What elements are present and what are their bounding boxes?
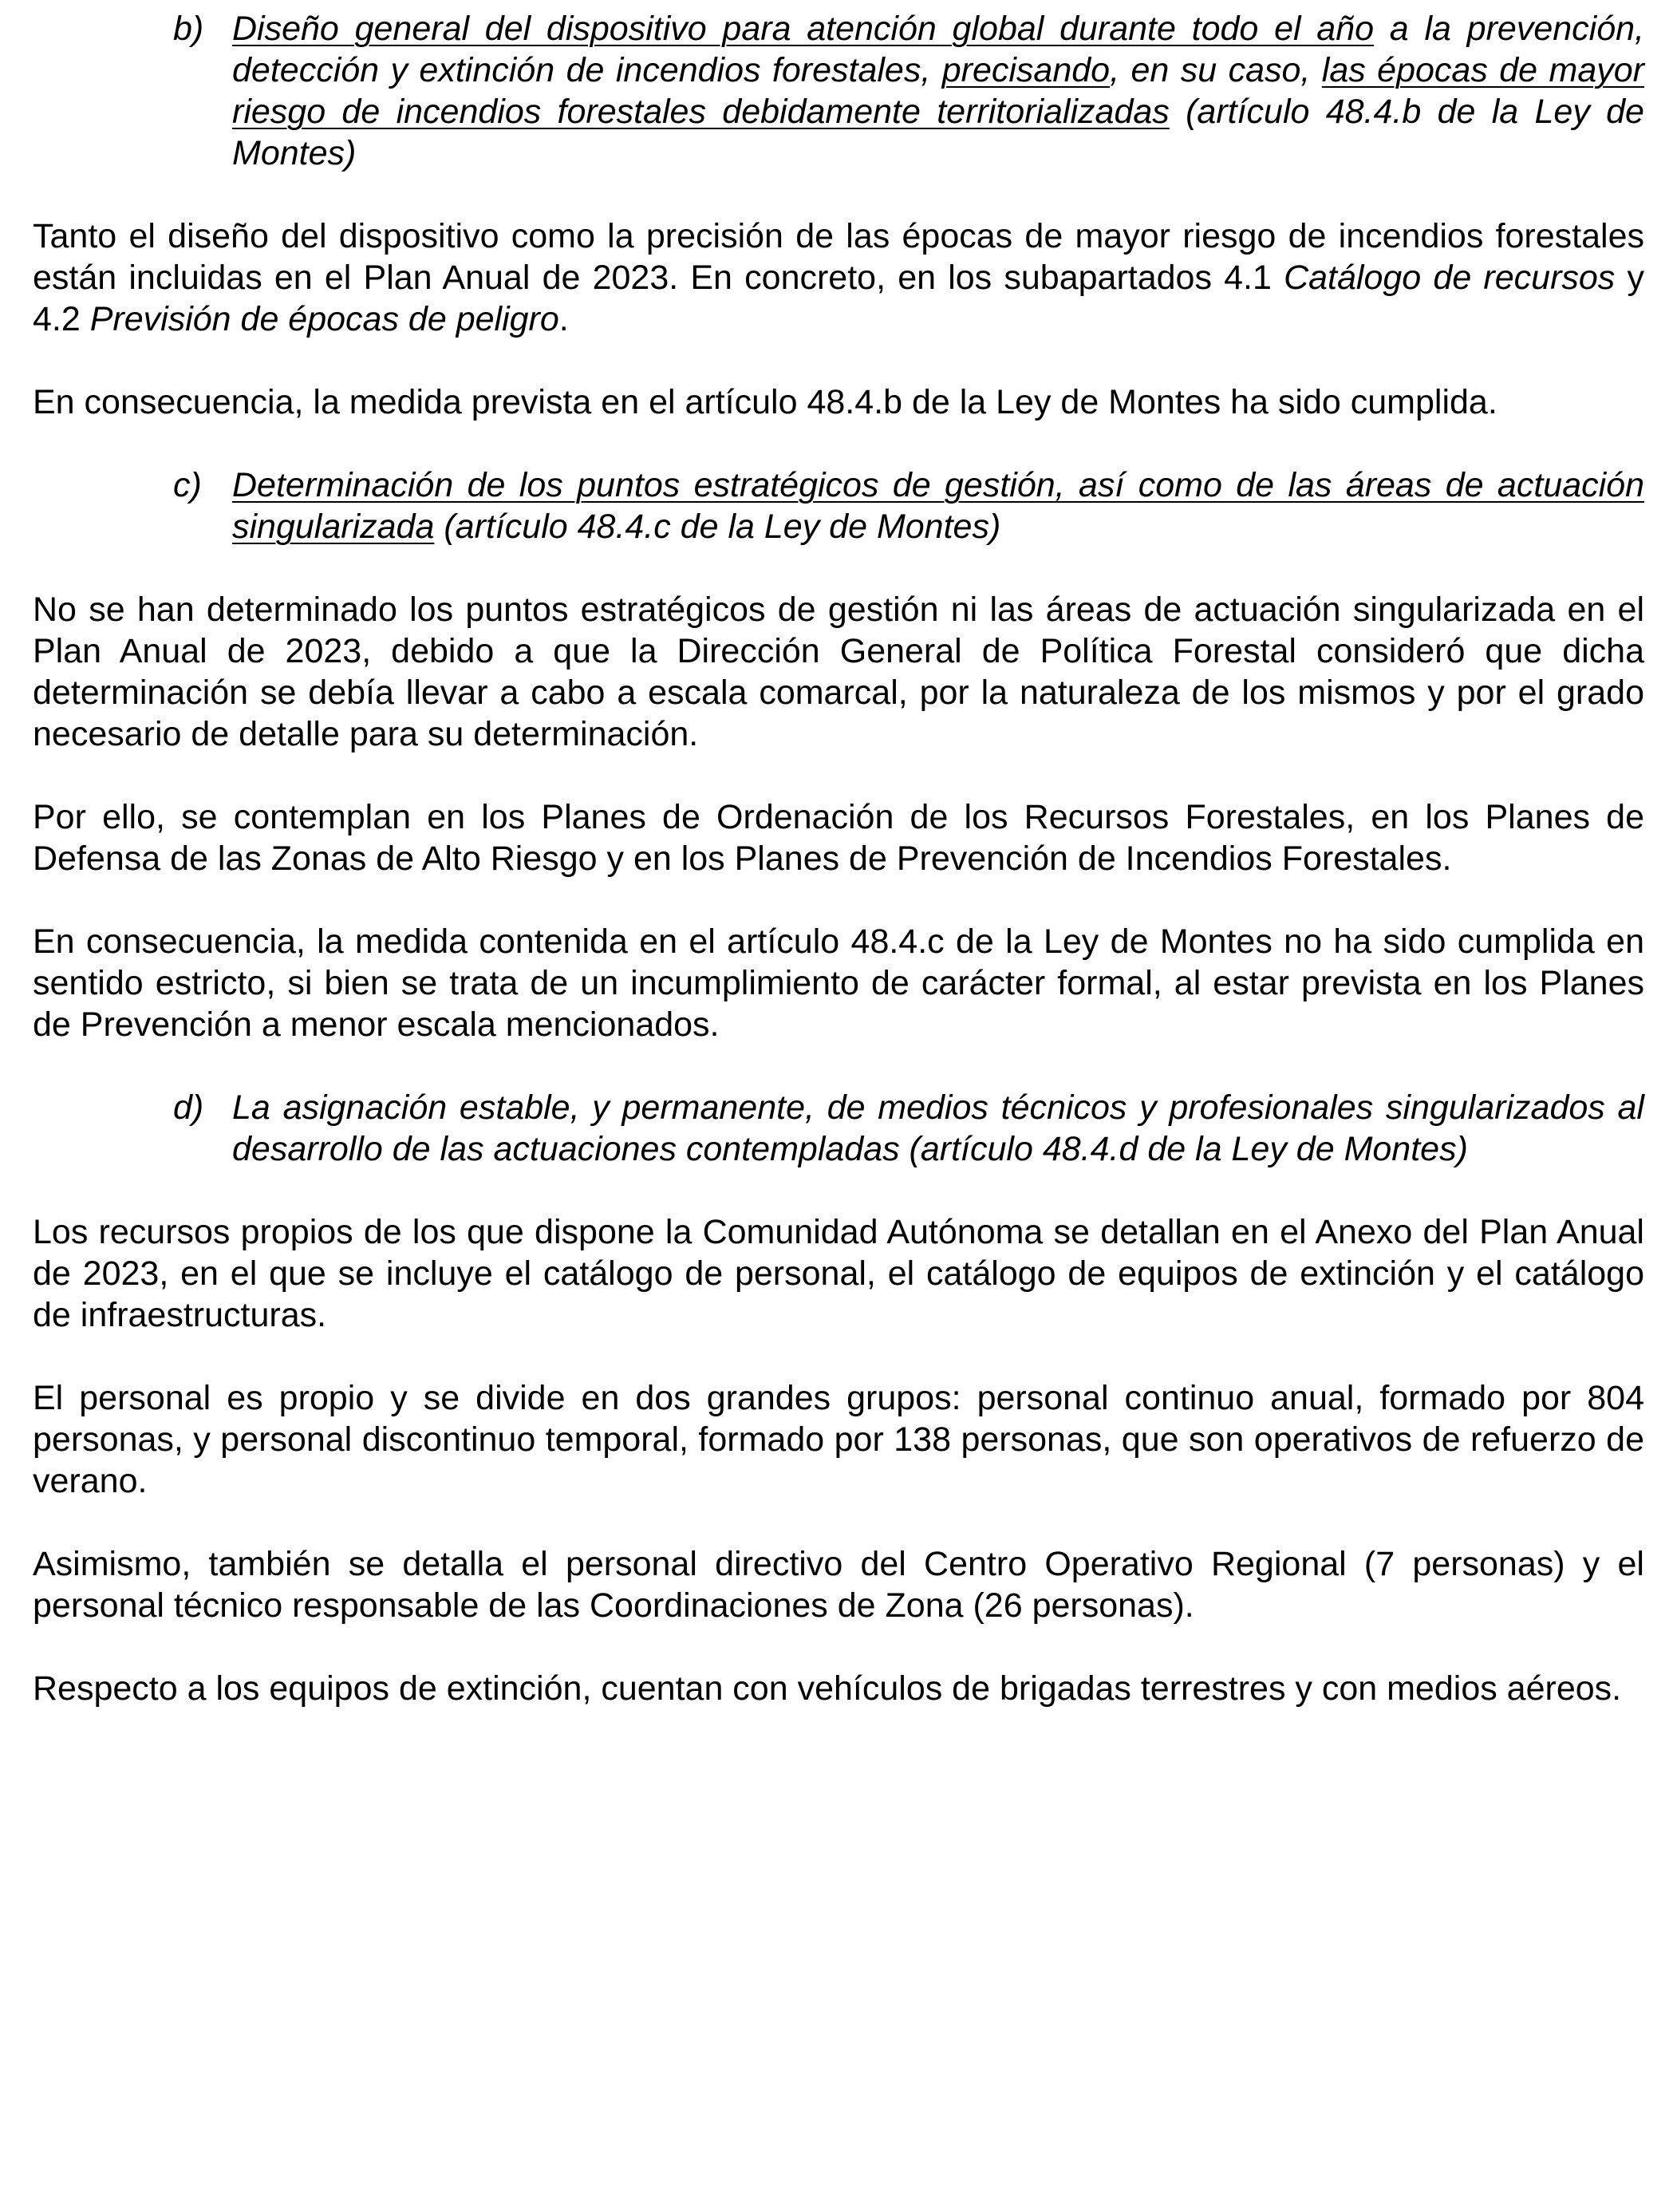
paragraph: Por ello, se contemplan en los Planes de Ordenación de los Recursos Forestales, en los Planes de Defensa de las Zonas de Alto Riesgo y en los Planes de Prevención de Incendios Forestales. (33, 798, 1644, 878)
inline-text: . (558, 300, 569, 338)
paragraph (33, 215, 1644, 340)
document-page (33, 8, 1644, 1751)
list-letter: b) (173, 10, 204, 48)
list-item-text (232, 464, 1644, 547)
list-letter: c) (173, 466, 202, 504)
underlined-heading: las épocas de mayor riesgo de incendios forestales debidamente territorializadas (232, 51, 1644, 131)
inline-text: a la prevención, detección y extinción de incendios forestales, (232, 10, 1644, 89)
inline-text: Tanto el diseño del dispositivo como la precisión de las épocas de mayor riesgo de incendios forestales están incluidas en el Plan Anual de 2023. En concreto, en los subapartados 4.1 (33, 217, 1644, 297)
list-item-text (232, 8, 1644, 174)
list-item-c (173, 464, 1644, 547)
list-item-b (173, 8, 1644, 174)
italic-reference: Catálogo de recursos (1284, 259, 1616, 297)
list-letter: d) (173, 1088, 204, 1127)
paragraph: No se han determinado los puntos estratégicos de gestión ni las áreas de actuación singularizada en el Plan Anual de 2023, debido a que la Dirección General de Política Forestal consideró que dicha determinación se debía llevar a cabo a escala comarcal, por la naturaleza de los mismos y por el grado necesario de detalle para su determinación. (33, 591, 1644, 753)
inline-text: y 4.2 (33, 259, 1644, 338)
list-item-text: La asignación estable, y permanente, de medios técnicos y profesionales singularizados al desarrollo de las actuaciones contempladas (artículo 48.4.d de la Ley de Montes) (232, 1088, 1644, 1168)
underlined-heading: Diseño general del dispositivo para atención global durante todo el año (232, 10, 1375, 48)
list-item-d (173, 1087, 1644, 1170)
paragraph: Respecto a los equipos de extinción, cuentan con vehículos de brigadas terrestres y con medios aéreos. (33, 1669, 1622, 1708)
inline-text: (artículo 48.4.b de la Ley de Montes) (232, 93, 1644, 172)
paragraph: En consecuencia, la medida prevista en el artículo 48.4.b de la Ley de Montes ha sido cumplida. (33, 383, 1497, 421)
underlined-heading: Determinación de los puntos estratégicos de gestión, así como de las áreas de actuación singularizada (232, 466, 1644, 546)
paragraph: Asimismo, también se detalla el personal directivo del Centro Operativo Regional (7 personas) y el personal técnico responsable de las Coordinaciones de Zona (26 personas). (33, 1545, 1644, 1625)
italic-reference: Previsión de épocas de peligro (89, 300, 559, 338)
paragraph: El personal es propio y se divide en dos grandes grupos: personal continuo anual, formado por 804 personas, y personal discontinuo temporal, formado por 138 personas, que son operativos de refuerzo de verano. (33, 1379, 1644, 1500)
paragraph: En consecuencia, la medida contenida en el artículo 48.4.c de la Ley de Montes no ha sido cumplida en sentido estricto, si bien se trata de un incumplimiento de carácter formal, al estar prevista en los Planes de Prevención a menor escala mencionados. (33, 922, 1644, 1044)
inline-text: , en su caso, (1110, 51, 1322, 89)
underlined-heading: precisando (941, 51, 1111, 89)
inline-text: (artículo 48.4.c de la Ley de Montes) (434, 508, 1001, 546)
paragraph: Los recursos propios de los que dispone la Comunidad Autónoma se detallan en el Anexo del Plan Anual de 2023, en el que se incluye el catálogo de personal, el catálogo de equipos de extinción y el catálogo de infraestructuras. (33, 1213, 1644, 1334)
